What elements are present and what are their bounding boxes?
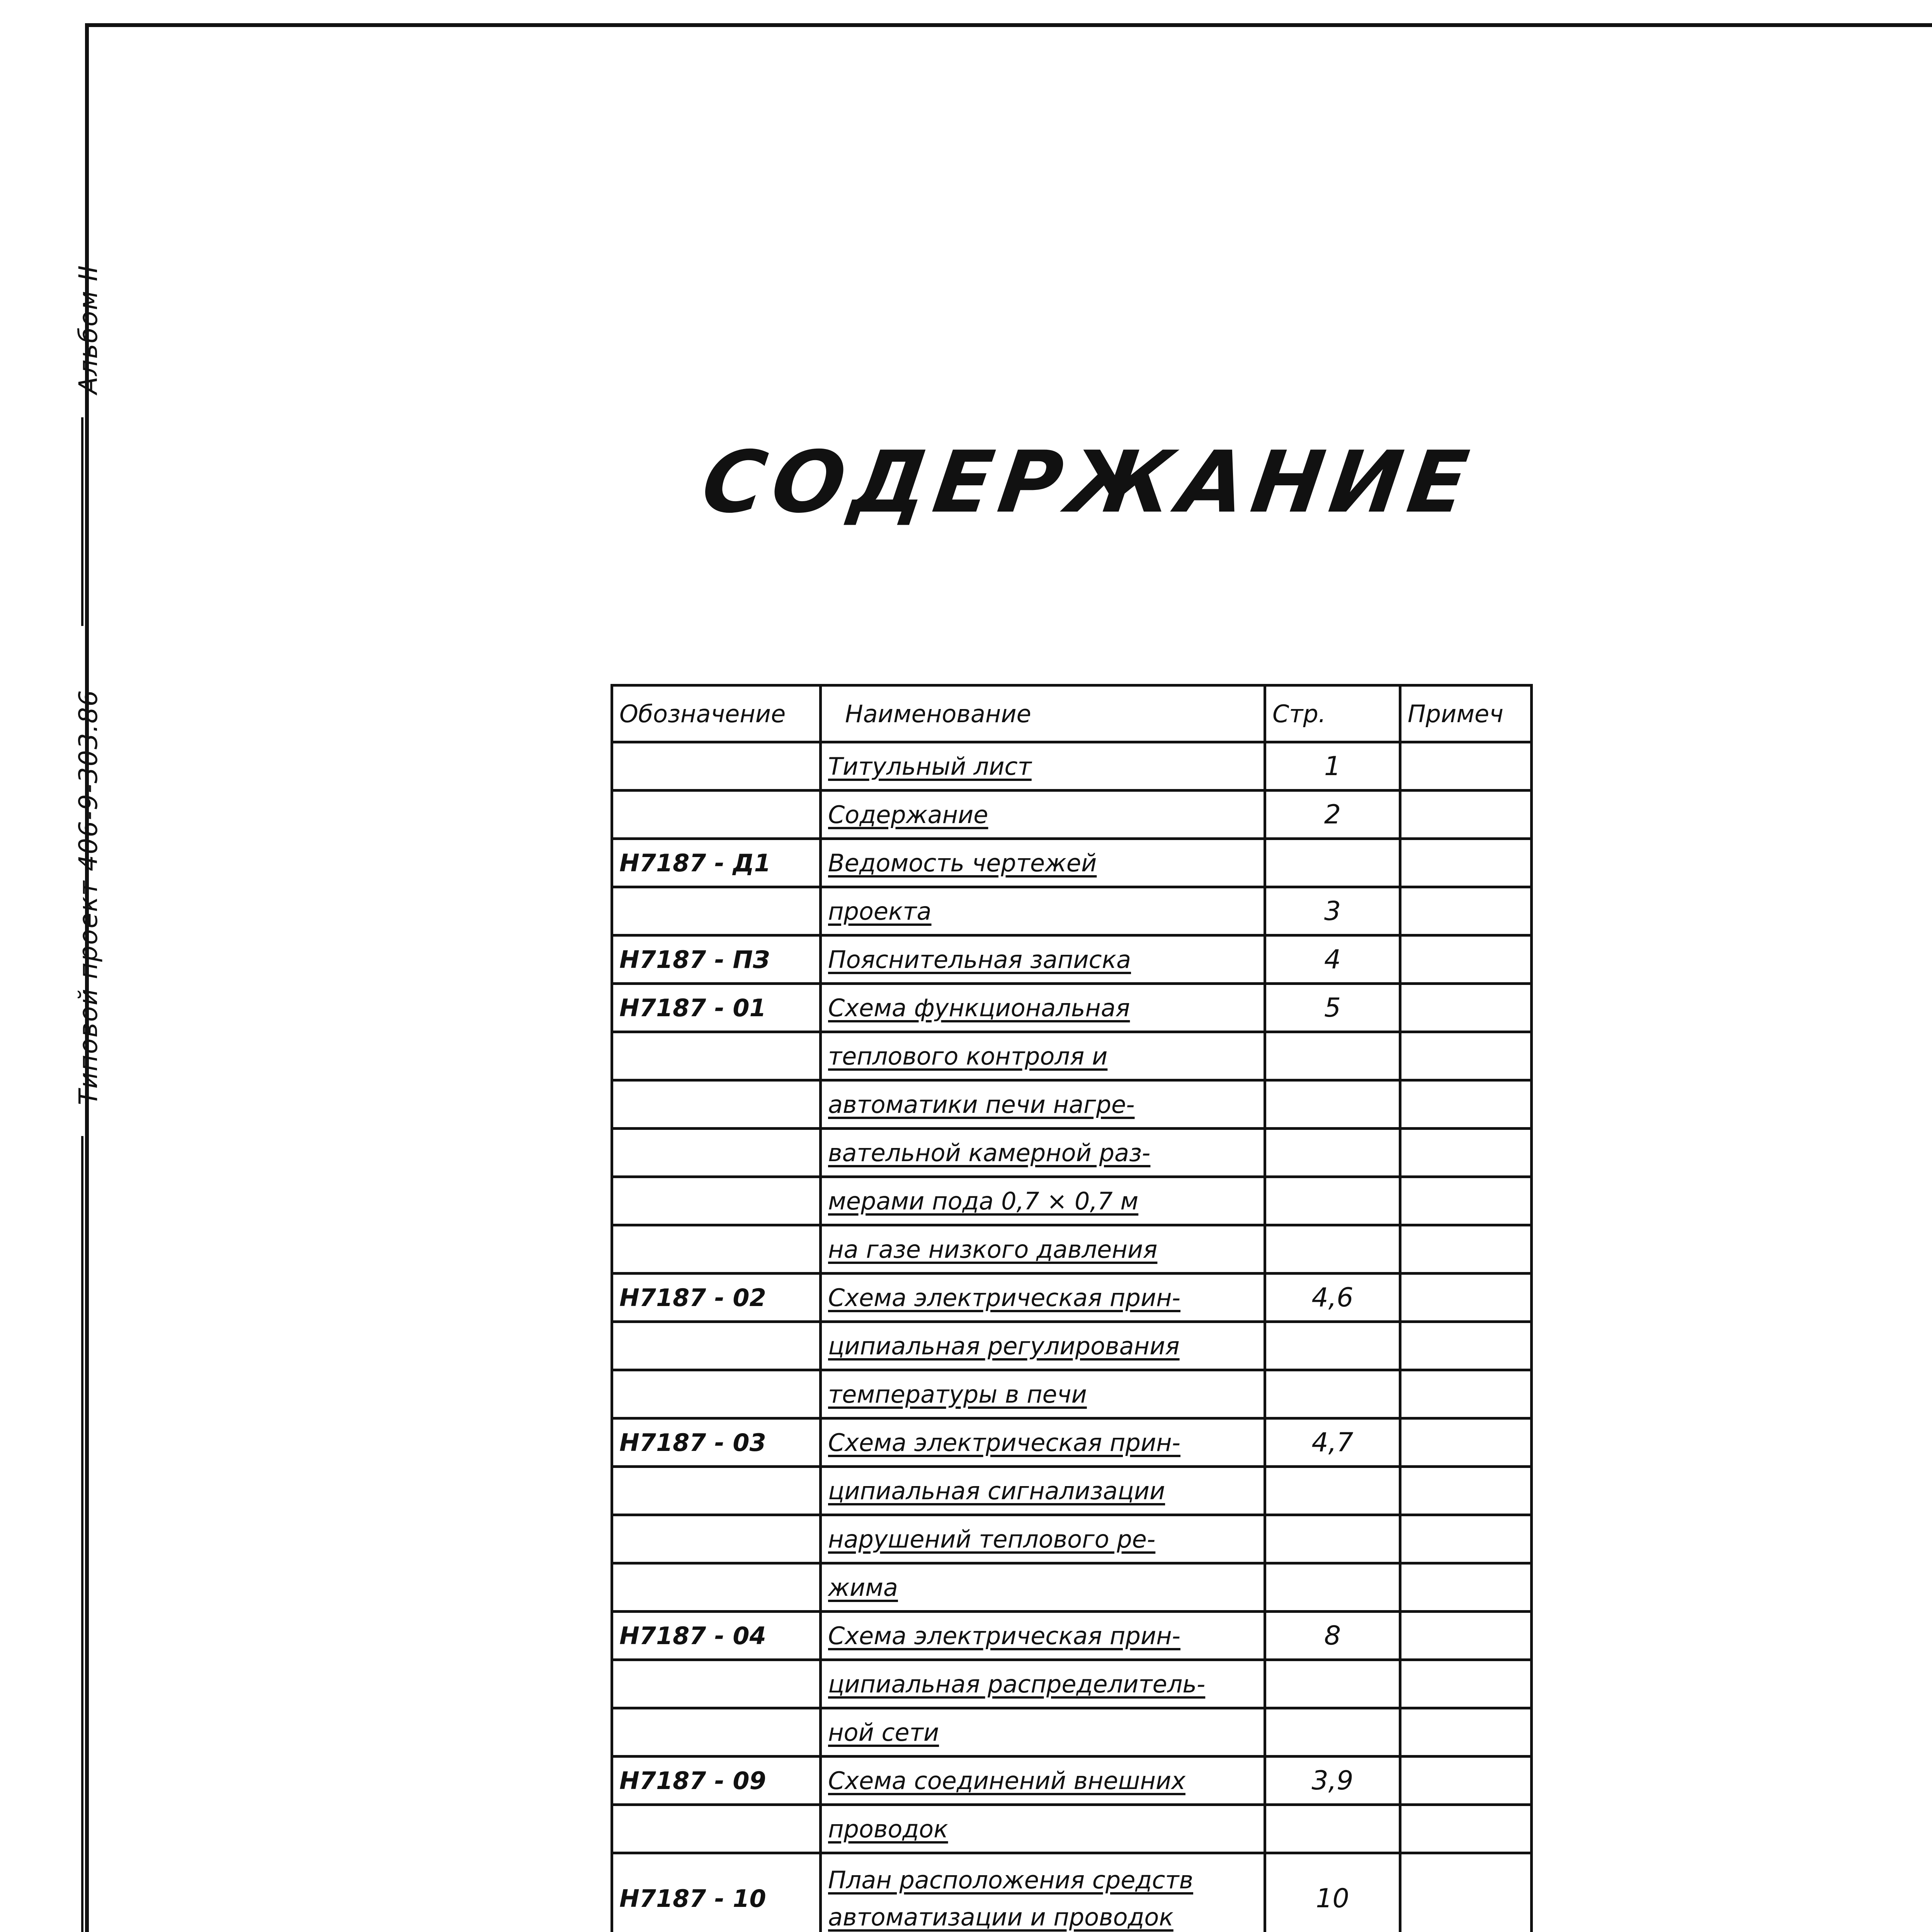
row-name: Схема функциональная [821,984,1265,1032]
row-name: Схема соединений внешних [821,1757,1265,1805]
row-note [1400,1032,1532,1080]
row-code [612,1370,821,1418]
row-code: Н7187 - Д1 [612,839,821,887]
row-page [1265,1177,1400,1225]
row-name: ципиальная распределитель- [821,1660,1265,1708]
row-page: 2 [1265,791,1400,839]
table-row [612,1370,1532,1418]
table-row [612,1322,1532,1370]
row-note [1400,1467,1532,1515]
row-name: ципиальная сигнализации [821,1467,1265,1515]
row-page [1265,1805,1400,1853]
row-code [612,1322,821,1370]
row-code [612,1515,821,1563]
row-page: 4 [1265,935,1400,984]
row-page [1265,1563,1400,1612]
row-note [1400,1225,1532,1274]
table-row [612,1708,1532,1757]
row-note [1400,984,1532,1032]
row-code [612,1563,821,1612]
row-name: План расположения средств автоматизации и проводок [821,1853,1265,1932]
row-note [1400,1563,1532,1612]
row-note [1400,1274,1532,1322]
row-page [1265,1225,1400,1274]
row-page [1265,1322,1400,1370]
row-name: нарушений теплового ре- [821,1515,1265,1563]
row-code [612,1032,821,1080]
row-note [1400,791,1532,839]
table-row [612,1563,1532,1612]
row-note [1400,1129,1532,1177]
row-page: 8 [1265,1612,1400,1660]
row-page: 4,6 [1265,1274,1400,1322]
table-row [612,1225,1532,1274]
row-code: Н7187 - 02 [612,1274,821,1322]
row-name: Ведомость чертежей [821,839,1265,887]
row-note [1400,1805,1532,1853]
table-row [612,1032,1532,1080]
binding-margin [23,23,103,1182]
row-name: Схема электрическая прин- [821,1418,1265,1467]
page-title: СОДЕРЖАНИЕ [696,433,1481,532]
table-body [612,742,1532,1853]
project-label: Типовой проект 406-9-303.86 [73,689,103,1105]
table-row [612,1660,1532,1708]
table-row [612,1805,1532,1853]
row-note [1400,1660,1532,1708]
row-page [1265,1370,1400,1418]
row-code [612,1660,821,1708]
table-row [612,1418,1532,1467]
row-note [1400,1080,1532,1129]
row-code [612,1129,821,1177]
row-code: Н7187 - 03 [612,1418,821,1467]
row-note [1400,839,1532,887]
row-name: автоматики печи нагре- [821,1080,1265,1129]
row-code: Н7187 - 01 [612,984,821,1032]
table-row [612,935,1532,984]
row-code [612,1080,821,1129]
row-page [1265,1032,1400,1080]
row-code [612,1225,821,1274]
album-label: Альбом II [73,264,103,394]
row-code [612,1805,821,1853]
table-row [612,887,1532,935]
row-note [1400,1757,1532,1805]
header-name: Наименование [821,685,1265,742]
row-code [612,1467,821,1515]
row-page: 5 [1265,984,1400,1032]
row-page: 1 [1265,742,1400,791]
header-note: Примеч [1400,685,1532,742]
table-row [612,1080,1532,1129]
row-note [1400,1370,1532,1418]
row-name: проекта [821,887,1265,935]
row-note [1400,1177,1532,1225]
row-code [612,1708,821,1757]
margin-rule [81,1136,83,1932]
table-row [612,1757,1532,1805]
row-note [1400,1322,1532,1370]
row-name: Содержание [821,791,1265,839]
row-page: 3,9 [1265,1757,1400,1805]
row-page: 3 [1265,887,1400,935]
row-page: 10 [1265,1853,1400,1932]
row-name: теплового контроля и [821,1032,1265,1080]
row-name: проводок [821,1805,1265,1853]
header-code: Обозначение [612,685,821,742]
row-name: ципиальная регулирования [821,1322,1265,1370]
table-header-row [612,685,1532,742]
table-row [612,1129,1532,1177]
row-note [1400,1853,1532,1932]
row-code [612,887,821,935]
row-note [1400,935,1532,984]
table-row [612,1274,1532,1322]
row-name: Пояснительная записка [821,935,1265,984]
row-name: Схема электрическая прин- [821,1612,1265,1660]
row-code [612,1177,821,1225]
row-note [1400,1708,1532,1757]
row-page [1265,1129,1400,1177]
row-note [1400,742,1532,791]
row-code: Н7187 - 10 [612,1853,821,1932]
row-name: мерами пода 0,7 × 0,7 м [821,1177,1265,1225]
row-name: Титульный лист [821,742,1265,791]
row-name: жима [821,1563,1265,1612]
row-note [1400,1515,1532,1563]
row-page [1265,1467,1400,1515]
row-page: 4,7 [1265,1418,1400,1467]
table-row [612,791,1532,839]
header-page: Стр. [1265,685,1400,742]
row-note [1400,887,1532,935]
table-row [612,1467,1532,1515]
row-code: Н7187 - 04 [612,1612,821,1660]
row-name: на газе низкого давления [821,1225,1265,1274]
table-row [612,984,1532,1032]
table-row [612,1515,1532,1563]
table-row [612,1612,1532,1660]
row-name: Схема электрическая прин- [821,1274,1265,1322]
row-name: температуры в печи [821,1370,1265,1418]
row-page [1265,1080,1400,1129]
row-note [1400,1418,1532,1467]
row-page [1265,839,1400,887]
row-code [612,742,821,791]
table-row [612,839,1532,887]
row-code: Н7187 - ПЗ [612,935,821,984]
row-name: ной сети [821,1708,1265,1757]
table-row [612,742,1532,791]
row-page [1265,1515,1400,1563]
row-note [1400,1612,1532,1660]
table-row [612,1853,1532,1932]
row-code: Н7187 - 09 [612,1757,821,1805]
row-page [1265,1708,1400,1757]
row-page [1265,1660,1400,1708]
row-code [612,791,821,839]
row-name: вательной камерной раз- [821,1129,1265,1177]
contents-table [611,684,1533,1932]
table-row [612,1177,1532,1225]
